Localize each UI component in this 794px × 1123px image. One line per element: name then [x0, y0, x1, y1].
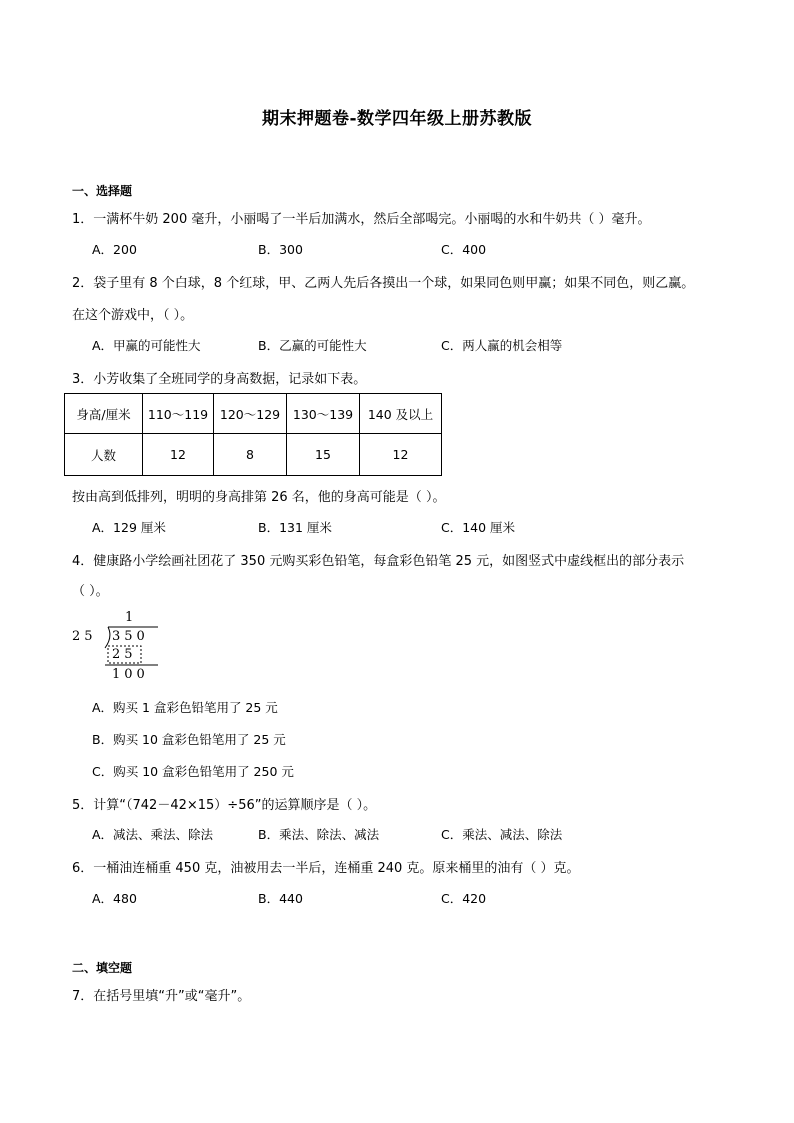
question-2-text-line1: 2．袋子里有 8 个白球，8 个红球，甲、乙两人先后各摸出一个球，如果同色则甲赢；如果不同色，则乙赢。	[72, 276, 695, 291]
division-product: 25	[112, 647, 137, 662]
question-6-option-b: B．440	[258, 891, 303, 906]
question-1-option-c: C．400	[441, 242, 487, 257]
question-7-text: 7．在括号里填“升”或“毫升”。	[72, 989, 251, 1004]
question-4-text-line1: 4．健康路小学绘画社团花了 350 元购买彩色铅笔，每盒彩色铅笔 25 元，如图竖式中虚线框出的部分表示	[72, 554, 685, 569]
table-header-cell: 110～119	[143, 394, 214, 434]
question-5-text: 5．计算“（742－42×15）÷56”的运算顺序是（ ）。	[72, 798, 377, 813]
table-header-cell: 身高/厘米	[65, 394, 143, 434]
question-5-option-b: B．乘法、除法、减法	[258, 827, 380, 842]
division-divisor: 25	[72, 629, 97, 644]
division-dividend: 350	[112, 629, 149, 644]
table-header-cell: 120～129	[214, 394, 287, 434]
table-cell: 12	[143, 434, 214, 476]
table-cell: 人数	[65, 434, 143, 476]
question-3-text: 3．小芳收集了全班同学的身高数据，记录如下表。	[72, 372, 367, 387]
question-1-option-a: A．200	[92, 242, 137, 257]
question-1-text: 1．一满杯牛奶 200 毫升，小丽喝了一半后加满水，然后全部喝完。小丽喝的水和牛奶共（ ）毫升。	[72, 212, 651, 227]
question-6-text: 6．一桶油连桶重 450 克，油被用去一半后，连桶重 240 克。原来桶里的油有（ ）克。	[72, 861, 580, 876]
table-cell: 12	[360, 434, 442, 476]
question-4-text-line2: （ ）。	[72, 584, 109, 599]
table-header-cell: 140 及以上	[360, 394, 442, 434]
question-4-option-a: A．购买 1 盒彩色铅笔用了 25 元	[92, 700, 278, 715]
table-cell: 15	[287, 434, 360, 476]
question-2-option-a: A．甲赢的可能性大	[92, 338, 201, 353]
question-3-option-b: B．131 厘米	[258, 520, 332, 535]
question-4-option-c: C．购买 10 盒彩色铅笔用了 250 元	[92, 764, 294, 779]
table-cell: 8	[214, 434, 287, 476]
question-6-option-a: A．480	[92, 891, 137, 906]
question-3-text-line2: 按由高到低排列，明明的身高排第 26 名，他的身高可能是（ ）。	[72, 490, 446, 505]
page-title: 期末押题卷-数学四年级上册苏教版	[261, 109, 533, 129]
table-row	[65, 434, 442, 476]
question-1-option-b: B．300	[258, 242, 303, 257]
question-3-option-a: A．129 厘米	[92, 520, 166, 535]
section-heading-choice: 一、选择题	[72, 184, 133, 198]
question-2-option-b: B．乙赢的可能性大	[258, 338, 367, 353]
division-remainder: 100	[112, 667, 149, 682]
long-division-figure	[72, 610, 172, 684]
table-header-cell: 130～139	[287, 394, 360, 434]
division-quotient: 1	[125, 610, 138, 625]
question-2-option-c: C．两人赢的机会相等	[441, 338, 563, 353]
height-data-table	[64, 393, 442, 476]
table-row	[65, 394, 442, 434]
question-5-option-c: C．乘法、减法、除法	[441, 827, 563, 842]
question-6-option-c: C．420	[441, 891, 487, 906]
question-4-option-b: B．购买 10 盒彩色铅笔用了 25 元	[92, 732, 286, 747]
question-5-option-a: A．减法、乘法、除法	[92, 827, 214, 842]
question-2-text-line2: 在这个游戏中，（ ）。	[72, 308, 194, 323]
section-heading-fill-blank: 二、填空题	[72, 961, 133, 975]
question-3-option-c: C．140 厘米	[441, 520, 516, 535]
